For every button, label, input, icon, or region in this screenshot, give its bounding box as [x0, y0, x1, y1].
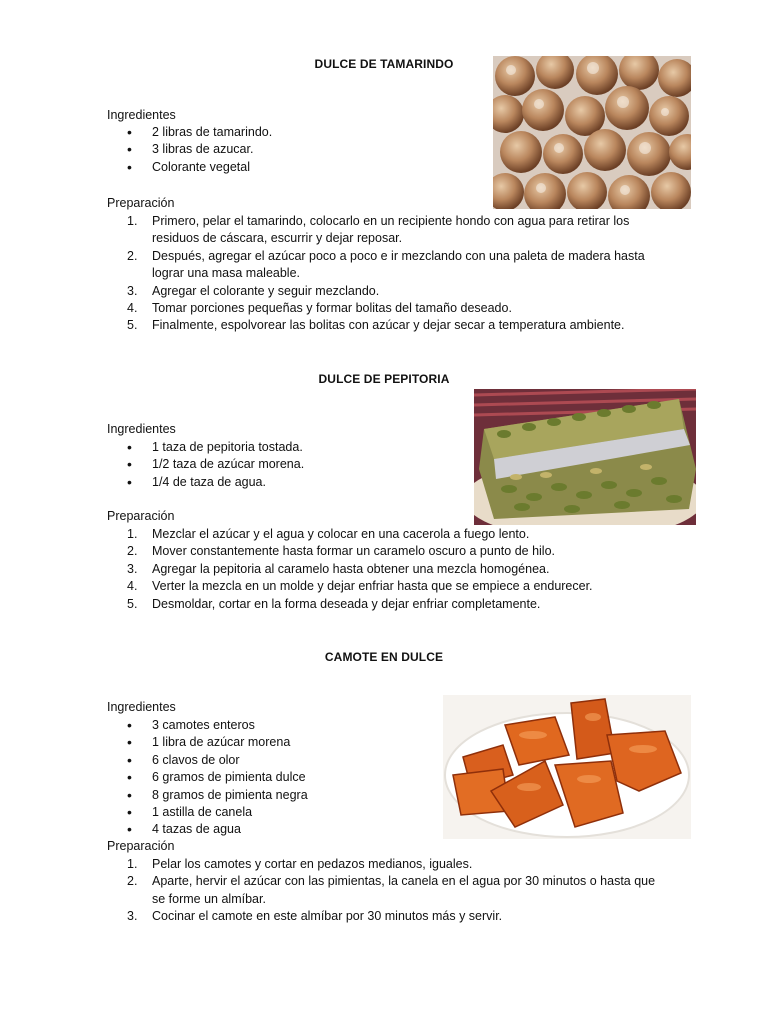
list-item: 5. Desmoldar, cortar en la forma deseada y dejar enfriar completamente. [127, 596, 541, 611]
list-item: • Colorante vegetal [107, 159, 272, 176]
list-item: 2. Aparte, hervir el azúcar con las pimientas, la canela en el agua por 30 minutos o hasta que se forme un almíbar. [127, 874, 656, 906]
preparation-heading: Preparación [107, 839, 175, 853]
list-item: • 1/2 taza de azúcar morena. [107, 456, 304, 473]
list-item: 3. Agregar la pepitoria al caramelo hasta obtener una mezcla homogénea. [127, 561, 550, 576]
recipe-title-camote: CAMOTE EN DULCE [324, 650, 444, 664]
ingredients-heading: Ingredientes [107, 108, 176, 122]
list-item: • 2 libras de tamarindo. [107, 124, 272, 141]
list-item: • 1 astilla de canela [107, 804, 308, 821]
list-item: • 1/4 de taza de agua. [107, 474, 304, 491]
ingredients-list-tamarindo [107, 124, 272, 176]
pepitoria-candy-photo [474, 389, 696, 525]
list-item: • 8 gramos de pimienta negra [107, 787, 308, 804]
list-item: 3. Cocinar el camote en este almíbar por 30 minutos más y servir. [127, 909, 503, 924]
list-item: 4. Verter la mezcla en un molde y dejar enfriar hasta que se empiece a endurecer. [127, 579, 593, 594]
tamarind-candy-photo [493, 56, 691, 209]
list-item: • 1 taza de pepitoria tostada. [107, 439, 304, 456]
steps-list-tamarindo [107, 213, 667, 335]
preparation-heading: Preparación [107, 509, 175, 523]
ingredients-heading: Ingredientes [107, 700, 176, 714]
recipe-title-tamarindo: DULCE DE TAMARINDO [314, 57, 454, 71]
steps-list-pepitoria [107, 526, 687, 613]
list-item: • 6 gramos de pimienta dulce [107, 769, 308, 786]
list-item: • 3 camotes enteros [107, 717, 308, 734]
list-item: • 3 libras de azucar. [107, 141, 272, 158]
ingredients-heading: Ingredientes [107, 422, 176, 436]
list-item: 5. Finalmente, espolvorear las bolitas con azúcar y dejar secar a temperatura ambiente. [127, 318, 625, 333]
list-item: • 6 clavos de olor [107, 752, 308, 769]
list-item: • 1 libra de azúcar morena [107, 734, 308, 751]
list-item: 2. Mover constantemente hasta formar un caramelo oscuro a punto de hilo. [127, 544, 555, 559]
ingredients-list-camote [107, 717, 308, 839]
list-item: 4. Tomar porciones pequeñas y formar bolitas del tamaño deseado. [127, 301, 512, 316]
list-item: 1. Mezclar el azúcar y el agua y colocar en una cacerola a fuego lento. [127, 527, 530, 541]
camote-candy-photo [443, 695, 691, 839]
list-item: 1. Pelar los camotes y cortar en pedazos medianos, iguales. [127, 857, 473, 871]
steps-list-camote [107, 856, 667, 926]
list-item: 3. Agregar el colorante y seguir mezclando. [127, 283, 380, 298]
list-item: • 4 tazas de agua [107, 821, 308, 838]
list-item: 2. Después, agregar el azúcar poco a poco e ir mezclando con una paleta de madera hasta lograr una masa maleable. [127, 248, 645, 281]
preparation-heading: Preparación [107, 196, 175, 210]
recipe-title-pepitoria: DULCE DE PEPITORIA [318, 372, 450, 386]
list-item: 1. Primero, pelar el tamarindo, colocarlo en un recipiente hondo con agua para retirar los residuos de cáscara, escurrir y dejar reposar. [127, 214, 630, 246]
ingredients-list-pepitoria [107, 439, 304, 491]
